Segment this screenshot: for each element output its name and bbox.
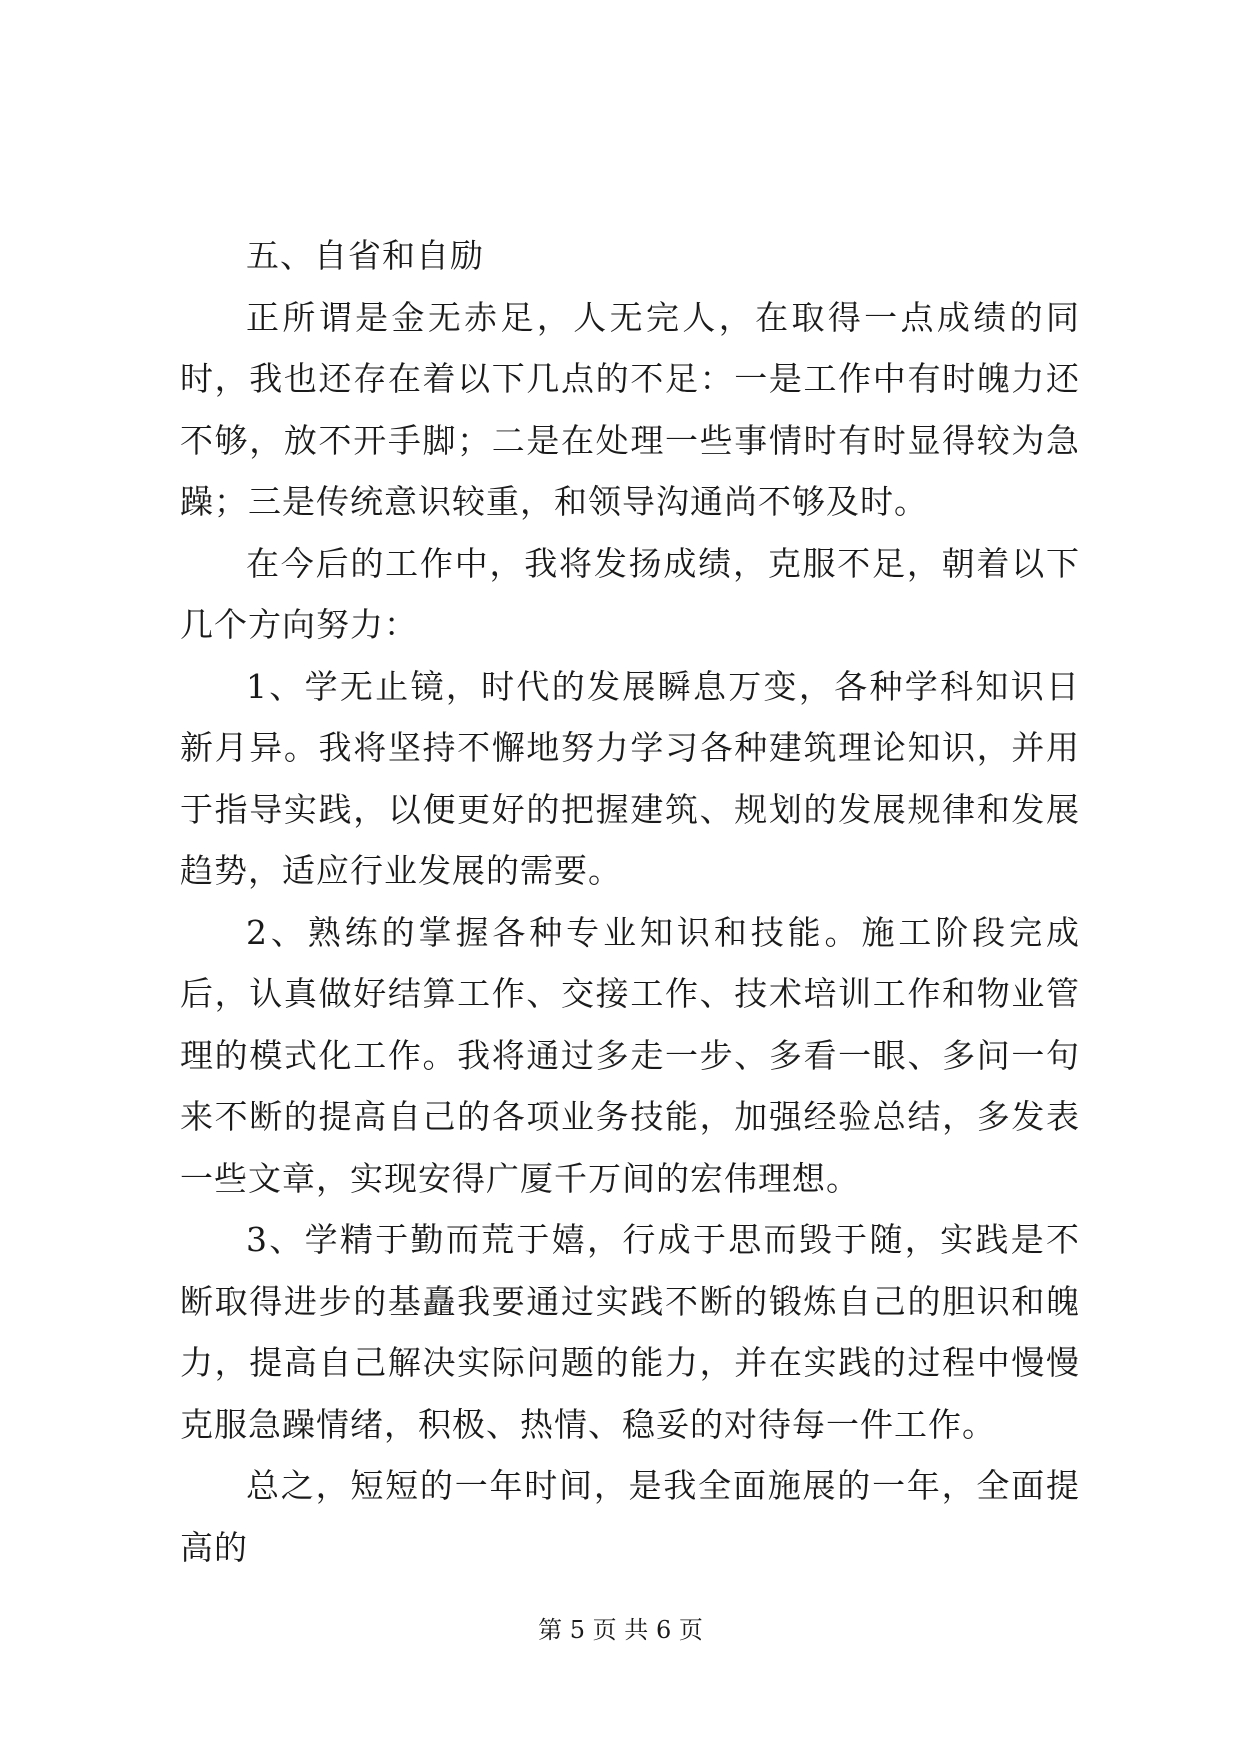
paragraph-summary: 总之，短短的一年时间，是我全面施展的一年，全面提高的 xyxy=(180,1466,1080,1567)
paragraph-item-1: 1、学无止镜，时代的发展瞬息万变，各种学科知识日新月异。我将坚持不懈地努力学习各种建筑理论知识，并用于指导实践，以便更好的把握建筑、规划的发展规律和发展趋势，适应行业发展的需要。 xyxy=(180,666,1080,890)
paragraph-item-2: 2、熟练的掌握各种专业知识和技能。施工阶段完成后，认真做好结算工作、交接工作、技术培训工作和物业管理的模式化工作。我将通过多走一步、多看一眼、多问一句来不断的提高自己的各项业务技能，加强经验总结，多发表一些文章，实现安得广厦千万间的宏伟理想。 xyxy=(180,912,1080,1198)
paragraph-directions-intro: 在今后的工作中，我将发扬成绩，克服不足，朝着以下几个方向努力： xyxy=(180,543,1080,644)
document-body xyxy=(180,225,1080,1578)
paragraph-item-3: 3、学精于勤而荒于嬉，行成于思而毁于随，实践是不断取得进步的基矗我要通过实践不断的锻炼自己的胆识和魄力，提高自己解决实际问题的能力，并在实践的过程中慢慢克服急躁情绪，积极、热情、稳妥的对待每一件工作。 xyxy=(180,1220,1080,1444)
page-footer: 第 5 页 共 6 页 xyxy=(538,1616,703,1644)
paragraph-shortcomings: 正所谓是金无赤足，人无完人，在取得一点成绩的同时，我也还存在着以下几点的不足：一是工作中有时魄力还不够，放不开手脚；二是在处理一些事情时有时显得较为急躁；三是传统意识较重，和领导沟通尚不够及时。 xyxy=(180,297,1080,521)
section-heading: 五、自省和自励 xyxy=(246,236,484,275)
